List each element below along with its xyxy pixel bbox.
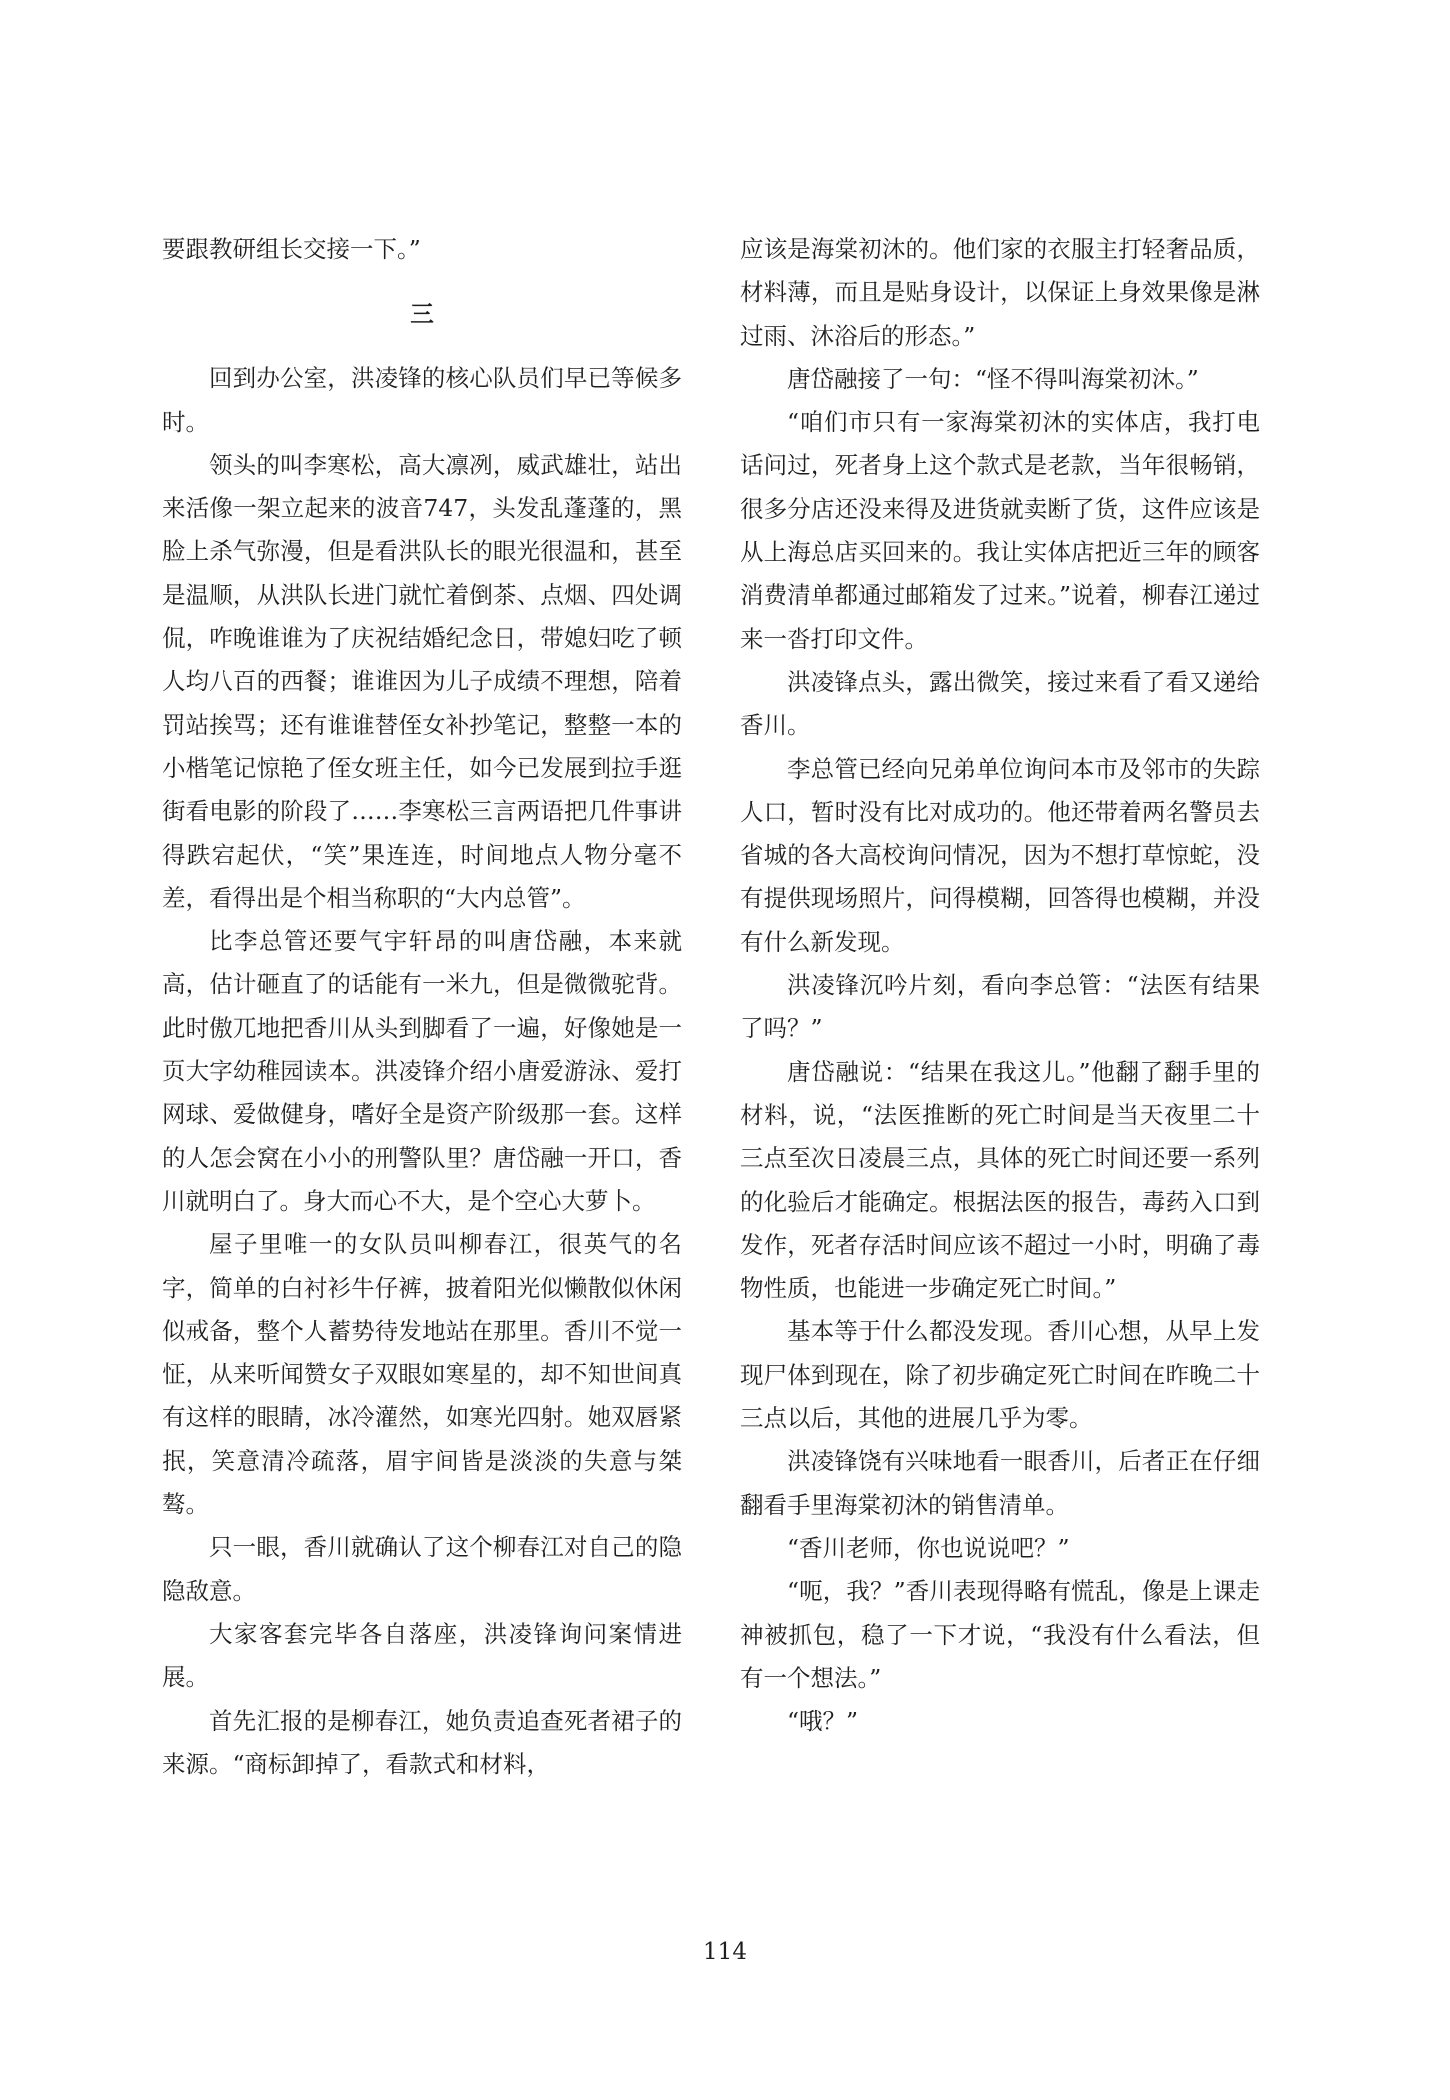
paragraph: 只一眼，香川就确认了这个柳春江对自己的隐隐敌意。 xyxy=(162,1533,682,1605)
paragraph: 大家客套完毕各自落座，洪凌锋询问案情进展。 xyxy=(162,1619,682,1692)
page-number: 114 xyxy=(703,1939,747,1965)
paragraph: 基本等于什么都没发现。香川心想，从早上发现尸体到现在，除了初步确定死亡时间在昨晚二十三点以后，其他的进展几乎为零。 xyxy=(740,1317,1260,1433)
paragraph: 洪凌锋沉吟片刻，看向李总管：“法医有结果了吗？” xyxy=(740,971,1260,1043)
paragraph: 唐岱融接了一句：“怪不得叫海棠初沐。” xyxy=(787,364,1199,393)
paragraph: “呃，我？”香川表现得略有慌乱，像是上课走神被抓包，稳了一下才说，“我没有什么看法，但有一个想法。” xyxy=(740,1577,1260,1692)
right-column xyxy=(740,228,1260,1743)
section-heading: 三 xyxy=(410,300,434,329)
paragraph: 唐岱融说：“结果在我这儿。”他翻了翻手里的材料，说，“法医推断的死亡时间是当天夜里二十三点至次日凌晨三点，具体的死亡时间还要一系列的化验后才能确定。根据法医的报告，毒药入口到发作，死者存活时间应该不超过一小时，明确了毒物性质，也能进一步确定死亡时间。” xyxy=(740,1057,1260,1303)
paragraph: “香川老师，你也说说吧？” xyxy=(787,1533,1070,1562)
continuation-text: 应该是海棠初沐的。他们家的衣服主打轻奢品质，材料薄，而且是贴身设计，以保证上身效果像是淋过雨、沐浴后的形态。” xyxy=(740,235,1260,350)
paragraph: “咱们市只有一家海棠初沐的实体店，我打电话问过，死者身上这个款式是老款，当年很畅销，很多分店还没来得及进货就卖断了货，这件应该是从上海总店买回来的。我让实体店把近三年的顾客消费清单都通过邮箱发了过来。”说着，柳春江递过来一沓打印文件。 xyxy=(740,408,1260,653)
paragraph: 李总管已经向兄弟单位询问本市及邻市的失踪人口，暂时没有比对成功的。他还带着两名警员去省城的各大高校询问情况，因为不想打草惊蛇，没有提供现场照片，问得模糊，回答得也模糊，并没有什么新发现。 xyxy=(740,754,1260,956)
left-column xyxy=(162,228,682,1786)
paragraph: 洪凌锋点头，露出微笑，接过来看了看又递给香川。 xyxy=(740,667,1260,740)
paragraph: 比李总管还要气宇轩昂的叫唐岱融，本来就高，估计砸直了的话能有一米九，但是微微驼背。此时傲兀地把香川从头到脚看了一遍，好像她是一页大字幼稚园读本。洪凌锋介绍小唐爱游泳、爱打网球、爱做健身，嗜好全是资产阶级那一套。这样的人怎会窝在小小的刑警队里？唐岱融一开口，香川就明白了。身大而心不大，是个空心大萝卜。 xyxy=(162,927,682,1215)
paragraph: 洪凌锋饶有兴味地看一眼香川，后者正在仔细翻看手里海棠初沐的销售清单。 xyxy=(740,1447,1260,1519)
paragraph: 屋子里唯一的女队员叫柳春江，很英气的名字，简单的白衬衫牛仔裤，披着阳光似懒散似休闲似戒备，整个人蓄势待发地站在那里。香川不觉一怔，从来听闻赞女子双眼如寒星的，却不知世间真有这样的眼睛，冰冷灌然，如寒光四射。她双唇紧抿，笑意清冷疏落，眉宇间皆是淡淡的失意与桀骜。 xyxy=(162,1230,682,1519)
continuation-text: 要跟教研组长交接一下。” xyxy=(162,235,421,263)
paragraph: 领头的叫李寒松，高大凛冽，威武雄壮，站出来活像一架立起来的波音747，头发乱蓬蓬的，黑脸上杀气弥漫，但是看洪队长的眼光很温和，甚至是温顺，从洪队长进门就忙着倒茶、点烟、四处调侃，咋晚谁谁为了庆祝结婚纪念日，带媳妇吃了顿人均八百的西餐；谁谁因为儿子成绩不理想，陪着罚站挨骂；还有谁谁替侄女补抄笔记，整整一本的小楷笔记惊艳了侄女班主任，如今已发展到拉手逛街看电影的阶段了……李寒松三言两语把几件事讲得跌宕起伏，“笑”果连连，时间地点人物分毫不差，看得出是个相当称职的“大内总管”。 xyxy=(162,450,682,912)
paragraph: 首先汇报的是柳春江，她负责追查死者裙子的来源。“商标卸掉了，看款式和材料， xyxy=(162,1706,682,1778)
paragraph: 回到办公室，洪凌锋的核心队员们早已等候多时。 xyxy=(162,364,682,436)
paragraph: “哦？” xyxy=(787,1707,859,1736)
